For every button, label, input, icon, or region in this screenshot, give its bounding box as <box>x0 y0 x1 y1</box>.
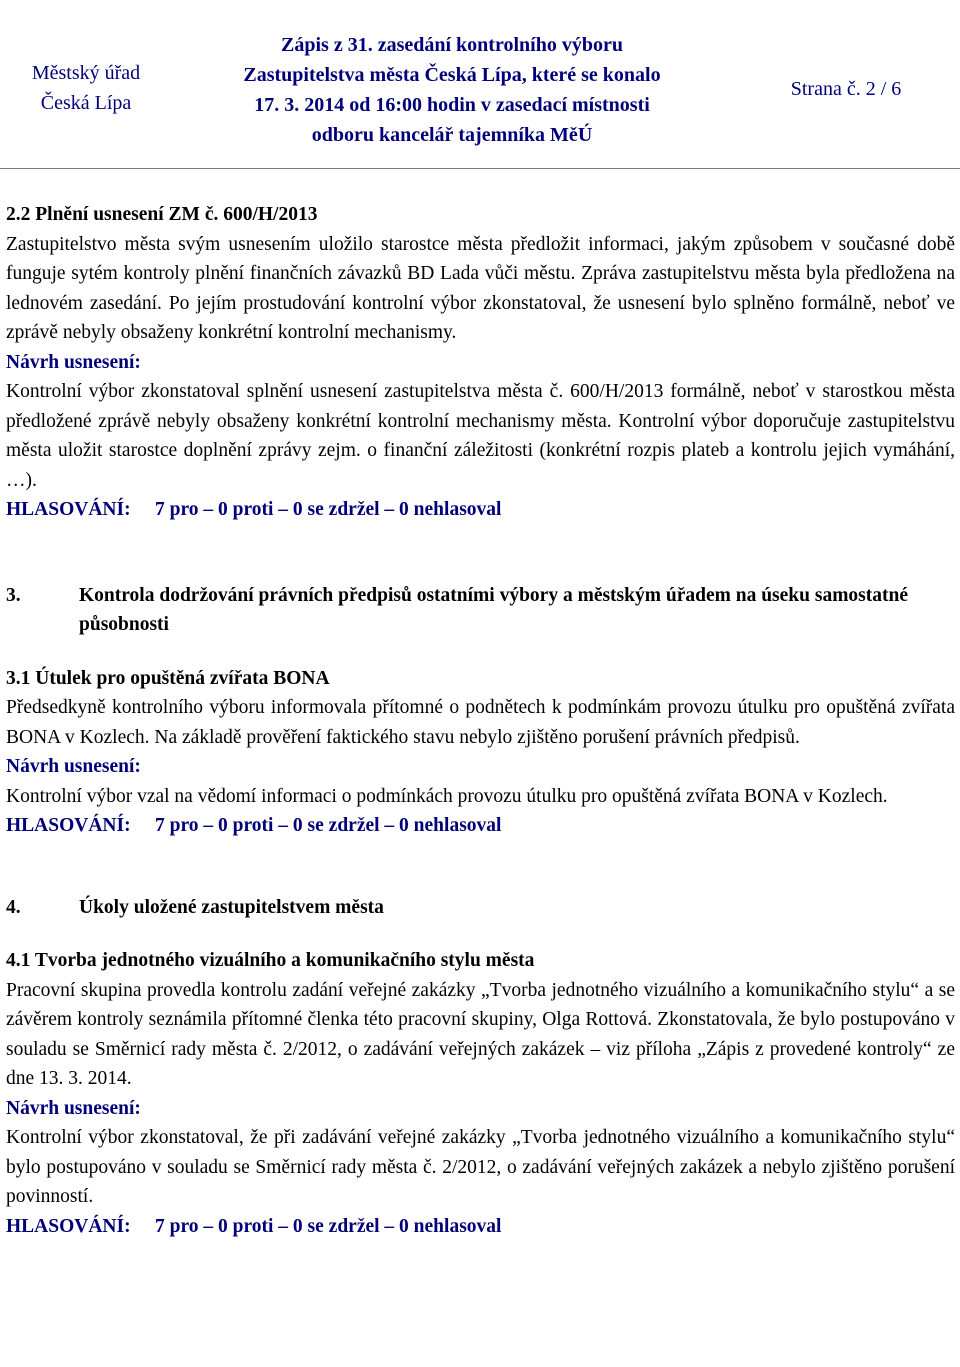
document-body <box>6 200 955 1241</box>
section-2-2-title: 2.2 Plnění usnesení ZM č. 600/H/2013 <box>6 204 318 225</box>
document-title <box>172 30 732 150</box>
section-4-heading <box>6 893 955 923</box>
section-4-number: 4. <box>6 896 21 918</box>
section-3-title: Kontrola dodržování právních předpisů ostatními výbory a městským úřadem na úseku samostatné působnosti <box>79 584 909 635</box>
section-2-2-proposal: Kontrolní výbor zkonstatoval splnění usnesení zastupitelstva města č. 600/H/2013 formálně, neboť v starostkou města předložené zprávě nebyly obsaženy konkrétní kontrolní mechanismy města. Kontrolní výbor doporučuje zastupitelstvu města uložit starostce doplnění zprávy zejm. o finanční záležitosti (konkrétní rozpis plateb a kontrolu jejich vymáhání, …). <box>6 381 955 491</box>
title-line-1: Zápis z 31. zasedání kontrolního výboru <box>281 34 623 56</box>
office-line-1: Městský úřad <box>31 62 141 84</box>
section-2-2-paragraph: Zastupitelstvo města svým usnesením uložilo starostce města předložit informaci, jakým způsobem v současné době funguje sytém kontroly plnění finančních závazků BD Lada vůči městu. Zpráva zastupitelstvu města byla předložena na lednovém zasedání. Po jejím prostudování kontrolní výbor zkonstatoval, že usnesení bylo splněno formálně, neboť ve zprávě nebyly obsaženy konkrétní kontrolní mechanismy. <box>6 233 955 343</box>
page-header <box>0 0 960 170</box>
section-3-1-proposal-label: Návrh usnesení: <box>6 756 141 777</box>
title-line-3: 17. 3. 2014 od 16:00 hodin v zasedací místnosti <box>254 94 650 116</box>
page-number: Strana č. 2 / 6 <box>790 78 902 100</box>
section-2-2-vote: HLASOVÁNÍ: 7 pro – 0 proti – 0 se zdržel – 0 nehlasoval <box>6 499 502 520</box>
section-4-1-vote: HLASOVÁNÍ: 7 pro – 0 proti – 0 se zdržel – 0 nehlasoval <box>6 1215 502 1237</box>
section-4-title: Úkoly uložené zastupitelstvem města <box>79 896 384 918</box>
header-divider <box>0 168 960 169</box>
section-3-number: 3. <box>6 584 21 606</box>
office-name <box>0 58 172 118</box>
section-4-1-title: 4.1 Tvorba jednotného vizuálního a komunikačního stylu města <box>6 950 535 971</box>
section-3-1-paragraph: Předsedkyně kontrolního výboru informovala přítomné o podnětech k podmínkám provozu útulku pro opuštěná zvířata BONA v Kozlech. Na základě prověření faktického stavu nebylo zjištěno porušení právních předpisů. <box>6 697 955 748</box>
section-3-1-title: 3.1 Útulek pro opuštěná zvířata BONA <box>6 667 330 689</box>
title-line-4: odboru kancelář tajemníka MěÚ <box>311 124 593 146</box>
section-3-heading <box>6 581 955 640</box>
title-line-2: Zastupitelstva města Česká Lípa, které se konalo <box>243 64 661 86</box>
section-3-1-proposal: Kontrolní výbor vzal na vědomí informaci o podmínkách provozu útulku pro opuštěná zvířata BONA v Kozlech. <box>6 785 888 807</box>
section-3-1-vote: HLASOVÁNÍ: 7 pro – 0 proti – 0 se zdržel – 0 nehlasoval <box>6 815 502 836</box>
office-line-2: Česká Lípa <box>40 92 132 114</box>
section-4-1-paragraph: Pracovní skupina provedla kontrolu zadání veřejné zakázky „Tvorba jednotného vizuálního a komunikačního stylu“ a se závěrem kontroly seznámila přítomné členka této pracovní skupiny, Olga Rottová. Zkonstatovala, že bylo postupováno v souladu se Směrnicí rady města č. 2/2012, o zadávání veřejných zakázek – viz příloha „Zápis z provedené kontroly“ ze dne 13. 3. 2014. <box>6 979 955 1089</box>
section-4-1-proposal-label: Návrh usnesení: <box>6 1097 141 1119</box>
section-4-1-proposal: Kontrolní výbor zkonstatoval, že při zadávání veřejné zakázky „Tvorba jednotného vizuálního a komunikačního stylu“ bylo postupováno v souladu se Směrnicí rady města č. 2/2012, o zadávání veřejných zakázek a nebylo zjištěno porušení povinností. <box>6 1127 955 1207</box>
section-2-2-proposal-label: Návrh usnesení: <box>6 351 141 373</box>
